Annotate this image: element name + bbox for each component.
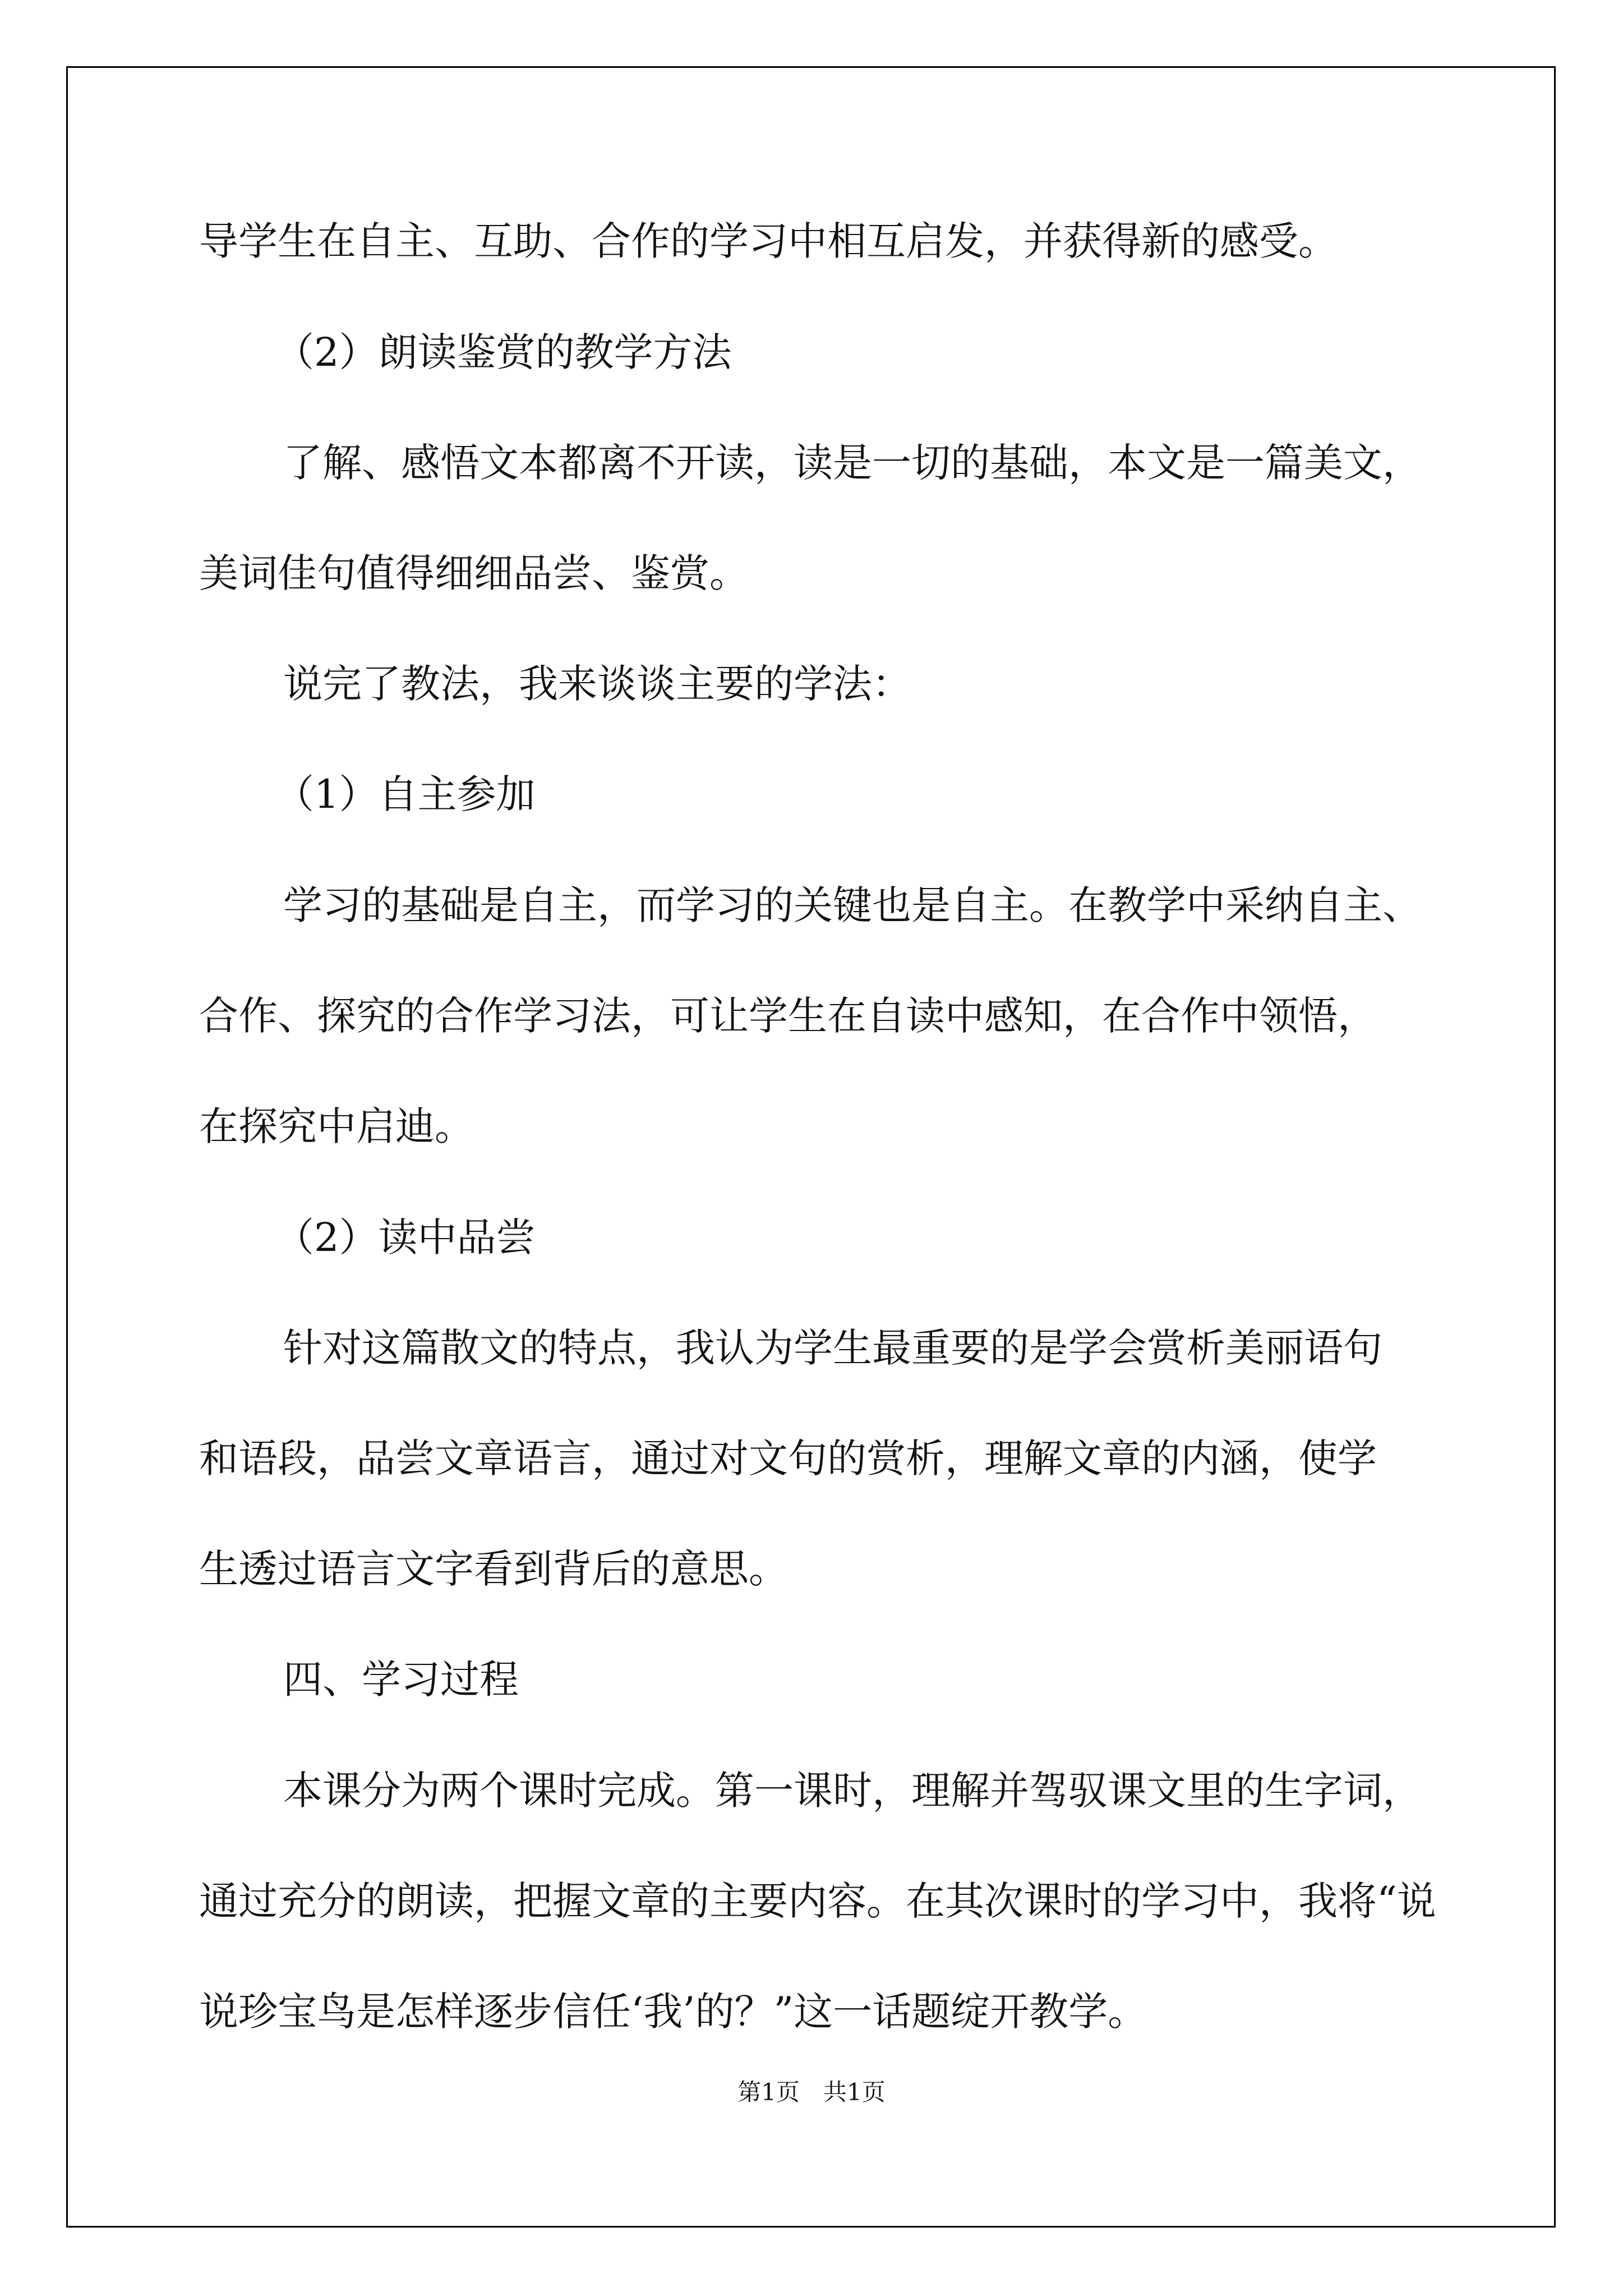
text-line: 通过充分的朗读，把握文章的主要内容。在其次课时的学习中，我将“说 — [199, 1878, 1436, 1924]
text-line: （1）自主参加 — [275, 771, 536, 817]
text-line: 学习的基础是自主，而学习的关键也是自主。在教学中采纳自主、 — [283, 882, 1422, 928]
text-line: 和语段，品尝文章语言，通过对文句的赏析，理解文章的内涵，使学 — [199, 1435, 1377, 1481]
text-line: 了解、感悟文本都离不开读，读是一切的基础，本文是一篇美文， — [283, 440, 1422, 486]
page-footer: 第1页 共1页 — [737, 2078, 886, 2106]
text-line: 美词佳句值得细细品尝、鉴赏。 — [199, 550, 749, 596]
text-line: 说完了教法，我来谈谈主要的学法： — [283, 661, 911, 707]
text-line: （2）读中品尝 — [275, 1214, 536, 1260]
text-line: 导学生在自主、互助、合作的学习中相互启发，并获得新的感受。 — [199, 218, 1338, 264]
text-line: 生透过语言文字看到背后的意思。 — [199, 1546, 788, 1592]
text-line: 本课分为两个课时完成。第一课时，理解并驾驭课文里的生字词， — [283, 1768, 1422, 1814]
text-line: 说珍宝鸟是怎样逐步信任‘我’的？”这一话题绽开教学。 — [199, 1989, 1147, 2035]
text-line: 在探究中启迪。 — [199, 1103, 474, 1149]
text-line: 针对这篇散文的特点，我认为学生最重要的是学会赏析美丽语句 — [283, 1325, 1382, 1371]
text-line: （2）朗读鉴赏的教学方法 — [275, 329, 732, 375]
text-line: 合作、探究的合作学习法，可让学生在自读中感知，在合作中领悟， — [199, 993, 1377, 1039]
text-line: 四、学习过程 — [283, 1657, 519, 1703]
